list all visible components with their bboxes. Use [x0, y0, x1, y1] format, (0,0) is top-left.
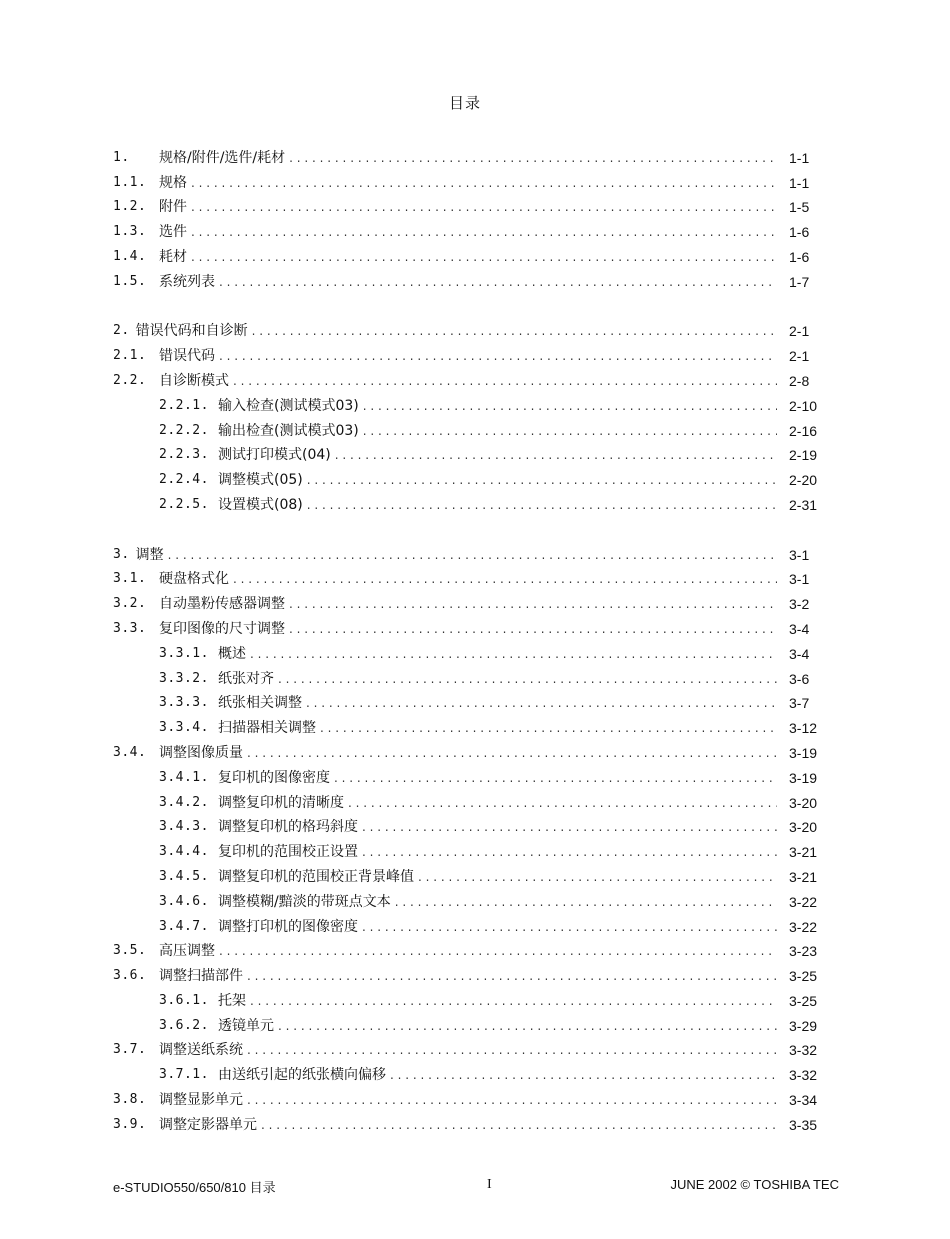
toc-entry-title: 复印图像的尺寸调整 [159, 620, 285, 637]
toc-entry-page: 3-32 [789, 1067, 818, 1084]
toc-entry-page: 1-5 [789, 199, 810, 216]
toc-entry [113, 712, 833, 737]
toc-dot-leader [250, 645, 777, 663]
toc-entry [113, 812, 833, 837]
toc-entry-title: 高压调整 [159, 943, 215, 960]
toc-entry [113, 886, 833, 911]
toc-entry-number: 3.3. [113, 620, 147, 636]
toc-entry-page: 3-4 [789, 645, 810, 662]
toc-entry-number: 3.3.3. [159, 695, 209, 711]
toc-entry [113, 1035, 833, 1060]
toc-entry-title: 调整模式(05) [218, 472, 303, 489]
toc-entry [113, 936, 833, 961]
toc-entry-title: 设置模式(08) [218, 496, 303, 513]
page-footer [113, 1177, 839, 1197]
toc-entry-page: 2-10 [789, 397, 818, 414]
toc-entry [113, 1084, 833, 1109]
toc-entry-number: 2.2. [113, 372, 147, 388]
toc-entry [113, 415, 833, 440]
toc-entry [113, 985, 833, 1010]
footer-copyright: JUNE 2002 © TOSHIBA TEC [670, 1177, 839, 1192]
toc-entry-page: 3-23 [789, 943, 818, 960]
toc-entry [113, 564, 833, 589]
toc-dot-leader [289, 149, 777, 167]
toc-entry-title: 调整定影器单元 [159, 1116, 257, 1133]
toc-dot-leader [191, 223, 777, 241]
toc-dot-leader [306, 694, 777, 712]
toc-entry [113, 316, 833, 341]
toc-dot-leader [362, 818, 777, 836]
toc-entry-title: 托架 [218, 992, 246, 1009]
toc-entry-page: 2-1 [789, 348, 810, 365]
toc-dot-leader [307, 471, 777, 489]
toc-entry [113, 1109, 833, 1134]
page-title: 目录 [448, 94, 481, 112]
toc-entry [113, 613, 833, 638]
toc-entry-page: 1-6 [789, 248, 810, 265]
toc-entry-title: 调整复印机的清晰度 [218, 794, 344, 811]
toc-entry-page: 3-2 [789, 596, 810, 613]
toc-entry-number: 2.2.1. [159, 397, 209, 413]
toc-entry-title: 硬盘格式化 [159, 571, 229, 588]
toc-entry-title: 纸张对齐 [218, 670, 274, 687]
toc-entry-number: 3.4.3. [159, 819, 209, 835]
toc-entry-number: 3.6.2. [159, 1017, 209, 1033]
toc-entry [113, 390, 833, 415]
toc-entry-page: 3-12 [789, 720, 818, 737]
toc-entry-number: 1.3. [113, 224, 147, 240]
toc-entry-page: 3-34 [789, 1092, 818, 1109]
toc-entry-title: 扫描器相关调整 [218, 720, 316, 737]
toc-entry-page: 3-25 [789, 992, 818, 1009]
toc-entry-number: 2.2.4. [159, 472, 209, 488]
toc-dot-leader [247, 744, 777, 762]
toc-dot-leader [219, 942, 777, 960]
toc-entry-page: 3-22 [789, 893, 818, 910]
toc-entry-number: 2.2.2. [159, 422, 209, 438]
toc-entry-page: 1-7 [789, 273, 810, 290]
toc-dot-leader [307, 496, 777, 514]
toc-entry-page: 2-31 [789, 496, 818, 513]
toc-entry-title: 调整打印机的图像密度 [218, 918, 358, 935]
toc-entry-title: 输出检查(测试模式03) [218, 422, 359, 439]
toc-entry-number: 2.1. [113, 348, 147, 364]
toc-entry [113, 340, 833, 365]
toc-entry-title: 复印机的范围校正设置 [218, 844, 358, 861]
toc-entry-title: 调整显影单元 [159, 1092, 243, 1109]
toc-entry-page: 1-6 [789, 224, 810, 241]
toc-dot-leader [191, 174, 777, 192]
toc-entry [113, 365, 833, 390]
toc-entry-title: 调整图像质量 [159, 744, 243, 761]
toc-entry-number: 3.3.1. [159, 645, 209, 661]
toc-entry-page: 3-32 [789, 1042, 818, 1059]
toc-entry [113, 192, 833, 217]
toc-dot-leader [191, 248, 777, 266]
toc-entry-page: 3-21 [789, 868, 818, 885]
toc-entry-number: 1.2. [113, 199, 147, 215]
toc-entry-number: 3.5. [113, 943, 147, 959]
toc-entry-title: 系统列表 [159, 273, 215, 290]
toc-entry [113, 737, 833, 762]
toc-dot-leader [168, 546, 777, 564]
toc-entry [113, 1059, 833, 1084]
toc-entry-title: 调整送纸系统 [159, 1042, 243, 1059]
toc-entry-number: 3.4.1. [159, 769, 209, 785]
toc-dot-leader [233, 372, 777, 390]
toc-dot-leader [278, 670, 777, 688]
toc-entry-title: 由送纸引起的纸张横向偏移 [218, 1067, 386, 1084]
toc-entry-title: 错误代码 [159, 348, 215, 365]
toc-entry-number: 1.1. [113, 174, 147, 190]
toc-entry [113, 1010, 833, 1035]
toc-dot-leader [390, 1066, 777, 1084]
toc-entry-number: 3.3.4. [159, 720, 209, 736]
toc-entry-title: 调整 [135, 546, 164, 563]
toc-entry-title: 耗材 [159, 248, 187, 265]
toc-entry-page: 3-20 [789, 794, 818, 811]
toc-entry-page: 1-1 [789, 149, 810, 166]
toc-entry [113, 464, 833, 489]
toc-entry [113, 440, 833, 465]
toc-entry-title: 规格 [159, 174, 187, 191]
toc-entry [113, 266, 833, 291]
toc-entry-title: 测试打印模式(04) [218, 447, 331, 464]
toc-entry-number: 2. [113, 323, 130, 339]
toc-entry-page: 3-19 [789, 769, 818, 786]
footer-document-id: e-STUDIO550/650/810 目录 [113, 1180, 276, 1195]
toc-dot-leader [247, 1041, 777, 1059]
toc-entry-page: 3-25 [789, 968, 818, 985]
toc-dot-leader [320, 719, 777, 737]
toc-entry-page: 3-6 [789, 670, 810, 687]
toc-entry-title: 透镜单元 [218, 1017, 274, 1034]
toc-entry [113, 241, 833, 266]
toc-entry-number: 3.4.5. [159, 868, 209, 884]
toc-dot-leader [233, 570, 777, 588]
toc-dot-leader [191, 198, 777, 216]
toc-dot-leader [250, 992, 777, 1010]
toc-entry-page: 3-19 [789, 744, 818, 761]
toc-entry [113, 688, 833, 713]
toc-entry-number: 1. [113, 149, 130, 165]
toc-dot-leader [252, 322, 777, 340]
toc-entry-page: 2-16 [789, 422, 818, 439]
toc-entry-page: 1-1 [789, 174, 810, 191]
toc-dot-leader [362, 918, 777, 936]
toc-entry-number: 3.4.6. [159, 893, 209, 909]
toc-entry-number: 3.4.7. [159, 918, 209, 934]
toc-entry-number: 2.2.3. [159, 447, 209, 463]
toc-entry [113, 787, 833, 812]
toc-dot-leader [247, 1091, 777, 1109]
toc-dot-leader [363, 422, 777, 440]
toc-entry-number: 3.4. [113, 744, 147, 760]
table-of-contents [113, 142, 833, 1134]
toc-entry-page: 3-35 [789, 1116, 818, 1133]
toc-entry-number: 2.2.5. [159, 496, 209, 512]
toc-entry-title: 错误代码和自诊断 [135, 323, 248, 340]
toc-entry-title: 调整模糊/黯淡的带斑点文本 [218, 893, 391, 910]
toc-entry-page: 3-7 [789, 695, 810, 712]
toc-entry [113, 167, 833, 192]
toc-entry [113, 539, 833, 564]
toc-entry-number: 3.4.4. [159, 844, 209, 860]
toc-entry-number: 3.9. [113, 1116, 147, 1132]
toc-entry [113, 142, 833, 167]
toc-entry-title: 调整扫描部件 [159, 968, 243, 985]
toc-dot-leader [289, 620, 777, 638]
toc-entry-title: 纸张相关调整 [218, 695, 302, 712]
toc-entry [113, 911, 833, 936]
toc-dot-leader [362, 843, 777, 861]
toc-entry-number: 1.5. [113, 273, 147, 289]
toc-dot-leader [219, 273, 777, 291]
toc-entry-title: 选件 [159, 224, 187, 241]
toc-dot-leader [348, 794, 777, 812]
toc-entry-number: 3.6.1. [159, 992, 209, 1008]
toc-entry-number: 1.4. [113, 248, 147, 264]
toc-entry-number: 3. [113, 546, 130, 562]
toc-dot-leader [261, 1116, 777, 1134]
toc-entry-title: 附件 [159, 199, 187, 216]
toc-entry-page: 3-29 [789, 1017, 818, 1034]
footer-page-number: I [487, 1177, 492, 1192]
toc-entry-number: 3.8. [113, 1092, 147, 1108]
toc-entry-page: 2-1 [789, 323, 810, 340]
toc-entry-page: 3-22 [789, 918, 818, 935]
toc-entry-page: 3-21 [789, 844, 818, 861]
toc-entry-title: 自动墨粉传感器调整 [159, 596, 285, 613]
toc-dot-leader [363, 397, 777, 415]
toc-entry [113, 960, 833, 985]
toc-entry-number: 3.4.2. [159, 794, 209, 810]
toc-entry-page: 3-1 [789, 546, 810, 563]
toc-dot-leader [219, 347, 777, 365]
toc-entry-number: 3.7.1. [159, 1067, 209, 1083]
toc-entry-number: 3.6. [113, 968, 147, 984]
toc-entry-title: 自诊断模式 [159, 372, 229, 389]
toc-entry-title: 复印机的图像密度 [218, 769, 330, 786]
toc-dot-leader [278, 1017, 777, 1035]
toc-dot-leader [418, 868, 777, 886]
toc-entry-title: 概述 [218, 645, 246, 662]
toc-entry-number: 3.1. [113, 571, 147, 587]
toc-entry [113, 588, 833, 613]
toc-entry [113, 489, 833, 514]
toc-entry [113, 836, 833, 861]
toc-entry-number: 3.2. [113, 596, 147, 612]
toc-dot-leader [289, 595, 777, 613]
toc-dot-leader [247, 967, 777, 985]
toc-entry-page: 3-20 [789, 819, 818, 836]
toc-entry-title: 调整复印机的范围校正背景峰值 [218, 868, 414, 885]
toc-entry-page: 3-1 [789, 571, 810, 588]
toc-entry [113, 663, 833, 688]
toc-entry-page: 2-19 [789, 447, 818, 464]
toc-dot-leader [335, 446, 777, 464]
toc-entry-title: 输入检查(测试模式03) [218, 397, 359, 414]
toc-entry [113, 638, 833, 663]
toc-entry-number: 3.7. [113, 1042, 147, 1058]
toc-entry [113, 762, 833, 787]
toc-dot-leader [395, 893, 777, 911]
toc-entry-page: 2-20 [789, 472, 818, 489]
toc-entry-page: 2-8 [789, 372, 810, 389]
toc-entry-number: 3.3.2. [159, 670, 209, 686]
toc-entry-page: 3-4 [789, 620, 810, 637]
toc-entry [113, 216, 833, 241]
toc-entry [113, 861, 833, 886]
toc-entry-title: 调整复印机的格玛斜度 [218, 819, 358, 836]
toc-entry-title: 规格/附件/选件/耗材 [159, 149, 286, 166]
toc-dot-leader [334, 769, 777, 787]
